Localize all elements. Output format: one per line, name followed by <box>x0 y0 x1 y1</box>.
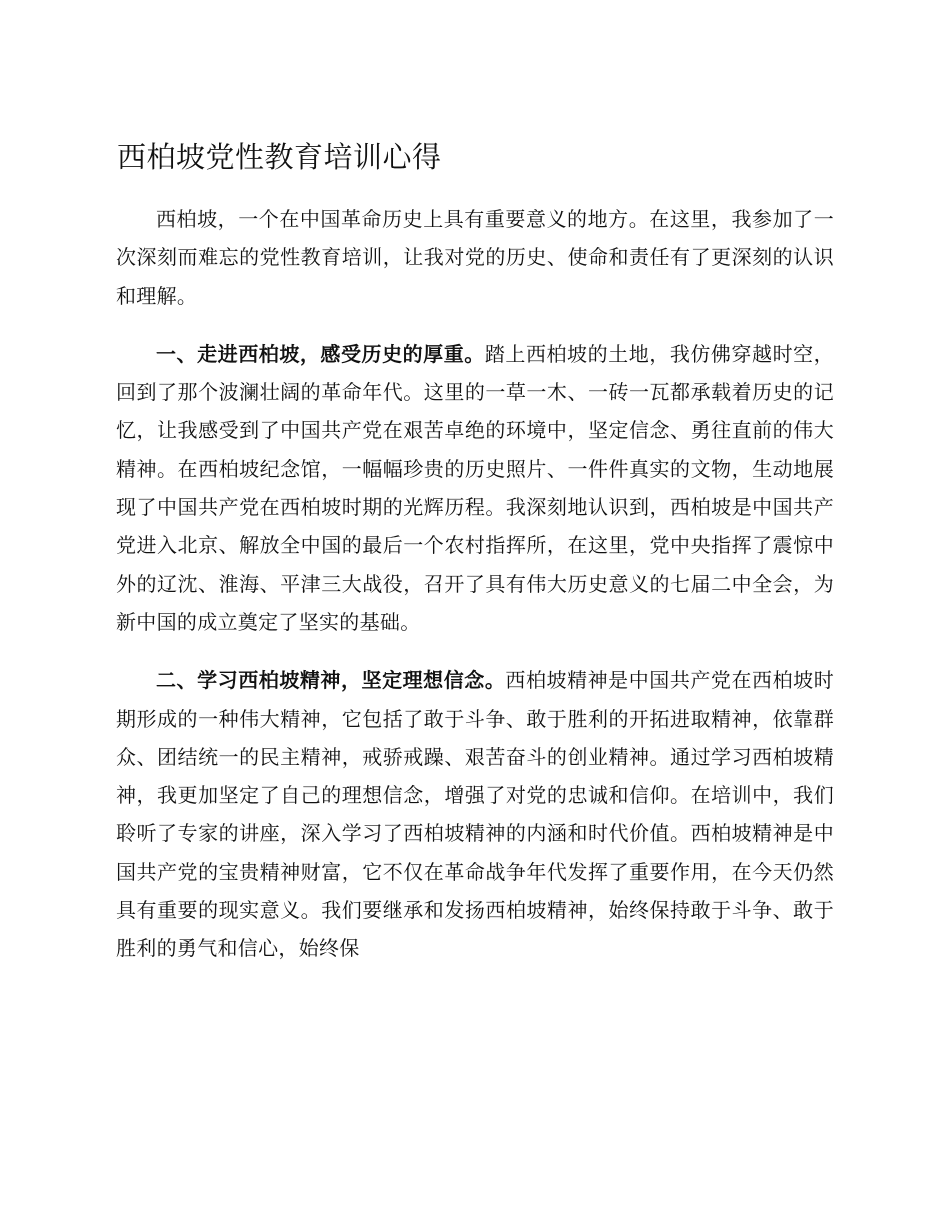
section-two-heading: 二、学习西柏坡精神，坚定理想信念。 <box>156 668 506 693</box>
section-one-paragraph <box>116 335 834 641</box>
document-title: 西柏坡党性教育培训心得 <box>117 140 442 174</box>
section-one-text: 踏上西柏坡的土地，我仿佛穿越时空，回到了那个波澜壮阔的革命年代。这里的一草一木、一砖一瓦都承载着历史的记忆，让我感受到了中国共产党在艰苦卓绝的环境中，坚定信念、勇往直前的伟大精神。在西柏坡纪念馆，一幅幅珍贵的历史照片、一件件真实的文物，生动地展现了中国共产党在西柏坡时期的光辉历程。我深刻地认识到，西柏坡是中国共产党进入北京、解放全中国的最后一个农村指挥所，在这里，党中央指挥了震惊中外的辽沈、淮海、平津三大战役，召开了具有伟大历史意义的七届二中全会，为新中国的成立奠定了坚实的基础。 <box>116 341 834 634</box>
section-one-heading: 一、走进西柏坡，感受历史的厚重。 <box>156 341 485 366</box>
intro-paragraph-text: 西柏坡，一个在中国革命历史上具有重要意义的地方。在这里，我参加了一次深刻而难忘的党性教育培训，让我对党的历史、使命和责任有了更深刻的认识和理解。 <box>116 207 834 308</box>
section-two-paragraph <box>116 661 834 967</box>
document-body <box>116 200 834 988</box>
intro-paragraph <box>116 200 834 315</box>
section-two-text: 西柏坡精神是中国共产党在西柏坡时期形成的一种伟大精神，它包括了敢于斗争、敢于胜利的开拓进取精神，依靠群众、团结统一的民主精神，戒骄戒躁、艰苦奋斗的创业精神。通过学习西柏坡精神，我更加坚定了自己的理想信念，增强了对党的忠诚和信仰。在培训中，我们聆听了专家的讲座，深入学习了西柏坡精神的内涵和时代价值。西柏坡精神是中国共产党的宝贵精神财富，它不仅在革命战争年代发挥了重要作用，在今天仍然具有重要的现实意义。我们要继承和发扬西柏坡精神，始终保持敢于斗争、敢于胜利的勇气和信心，始终保 <box>116 668 834 961</box>
